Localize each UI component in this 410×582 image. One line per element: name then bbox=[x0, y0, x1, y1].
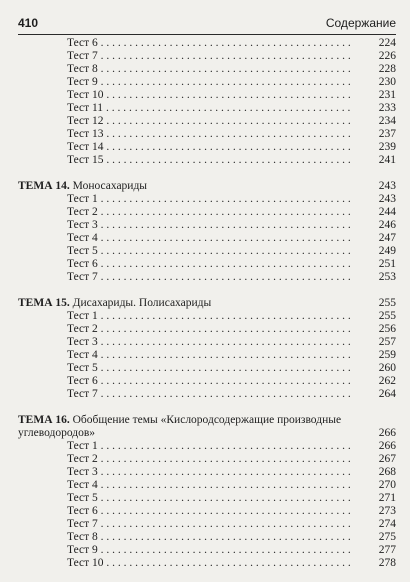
toc-entry[interactable] bbox=[18, 115, 396, 128]
topic-16-title-line1: Обобщение темы «Кислородсодержащие производные bbox=[72, 414, 342, 426]
toc-entry-label: Тест 6 . . . bbox=[67, 505, 354, 518]
toc-entry-page: 273 bbox=[378, 505, 396, 517]
toc-entry-page: 270 bbox=[378, 479, 396, 491]
toc-entry-label: Тест 2 . . . bbox=[67, 453, 354, 466]
toc-entry[interactable] bbox=[18, 232, 396, 245]
toc-entry-label: Тест 8 . . . bbox=[67, 531, 354, 544]
toc-entry[interactable] bbox=[18, 544, 396, 557]
toc-entry-label: Тест 6 . . . bbox=[67, 375, 354, 388]
toc-entry[interactable] bbox=[18, 206, 396, 219]
toc-entry-label: Тест 9 . . . bbox=[67, 544, 354, 557]
section-title: Содержание bbox=[325, 16, 396, 30]
toc-entry-page: 278 bbox=[378, 557, 396, 569]
toc-entry-label: Тест 14 . . . bbox=[67, 141, 354, 154]
toc-entry[interactable] bbox=[18, 50, 396, 63]
toc-entry-label: Тест 5 . . . bbox=[67, 245, 354, 258]
topic-15-page: 255 bbox=[378, 297, 396, 309]
topic-15-title: Дисахариды. Полисахариды bbox=[72, 297, 212, 309]
toc-entry-page: 259 bbox=[378, 349, 396, 361]
toc-entry-label: Тест 11 . . . bbox=[67, 102, 354, 115]
topic-16-prefix: ТЕМА 16. bbox=[18, 414, 70, 426]
toc-entry[interactable] bbox=[18, 323, 396, 336]
toc-entry-page: 241 bbox=[378, 154, 396, 166]
toc-entry-label: Тест 4 . . . bbox=[67, 232, 354, 245]
toc-entry-page: 249 bbox=[378, 245, 396, 257]
toc-entry-label: Тест 3 . . . bbox=[67, 219, 354, 232]
toc-entry-page: 233 bbox=[378, 102, 396, 114]
toc-entry-page: 228 bbox=[378, 63, 396, 75]
toc-entry[interactable] bbox=[18, 492, 396, 505]
toc-entry-page: 234 bbox=[378, 115, 396, 127]
toc-entry-label: Тест 15 . . . bbox=[67, 154, 354, 167]
toc-entry[interactable] bbox=[18, 518, 396, 531]
toc-entry-page: 239 bbox=[378, 141, 396, 153]
topic-14-heading[interactable] bbox=[18, 180, 396, 193]
topic-15-tests bbox=[18, 310, 396, 401]
toc-entry[interactable] bbox=[18, 440, 396, 453]
toc-entry-label: Тест 9 . . . bbox=[67, 76, 354, 89]
topic-16-heading[interactable] bbox=[18, 414, 396, 440]
toc-entry[interactable] bbox=[18, 219, 396, 232]
toc-entry[interactable] bbox=[18, 453, 396, 466]
topic-16-tests bbox=[18, 440, 396, 570]
topic-14-tests bbox=[18, 193, 396, 284]
toc-entry-label: Тест 7 . . . bbox=[67, 388, 354, 401]
toc-entry-page: 244 bbox=[378, 206, 396, 218]
toc-entry-page: 226 bbox=[378, 50, 396, 62]
toc-entry[interactable] bbox=[18, 141, 396, 154]
toc-entry[interactable] bbox=[18, 531, 396, 544]
toc-entry-label: Тест 3 . . . bbox=[67, 466, 354, 479]
toc-entry[interactable] bbox=[18, 245, 396, 258]
toc-entry[interactable] bbox=[18, 479, 396, 492]
topic-16-page: 266 bbox=[378, 427, 396, 439]
toc-entry-page: 224 bbox=[378, 37, 396, 49]
toc-entry-label: Тест 10 . . . bbox=[67, 89, 354, 102]
toc-entry[interactable] bbox=[18, 505, 396, 518]
toc-entry-label: Тест 2 . . . bbox=[67, 206, 354, 219]
toc-entry-page: 243 bbox=[378, 193, 396, 205]
toc-entry-page: 251 bbox=[378, 258, 396, 270]
toc-entry-label: Тест 5 . . . bbox=[67, 362, 354, 375]
toc-entry-page: 264 bbox=[378, 388, 396, 400]
toc-entry-page: 267 bbox=[378, 453, 396, 465]
toc-entry-label: Тест 6 . . . bbox=[67, 37, 354, 50]
toc-entry-label: Тест 10 . . . bbox=[67, 557, 354, 570]
tests-prev-list bbox=[18, 37, 396, 167]
toc-entry[interactable] bbox=[18, 557, 396, 570]
toc-entry-page: 255 bbox=[378, 310, 396, 322]
toc-entry[interactable] bbox=[18, 193, 396, 206]
toc-entry-page: 256 bbox=[378, 323, 396, 335]
toc-entry-page: 271 bbox=[378, 492, 396, 504]
toc-entry[interactable] bbox=[18, 388, 396, 401]
toc-entry-label: Тест 7 . . . bbox=[67, 50, 354, 63]
toc-entry-label: Тест 3 . . . bbox=[67, 336, 354, 349]
toc-entry-page: 277 bbox=[378, 544, 396, 556]
topic-16-title-line2: углеводородов» bbox=[18, 427, 96, 439]
toc-entry-label: Тест 2 . . . bbox=[67, 323, 354, 336]
toc-entry-label: Тест 8 . . . bbox=[67, 63, 354, 76]
topic-14-prefix: ТЕМА 14. bbox=[18, 180, 70, 192]
toc-entry-label: Тест 12 . . . bbox=[67, 115, 354, 128]
toc-entry-label: Тест 5 . . . bbox=[67, 492, 354, 505]
page-number: 410 bbox=[18, 16, 39, 30]
toc-entry-page: 274 bbox=[378, 518, 396, 530]
toc-entry-label: Тест 7 . . . bbox=[67, 518, 354, 531]
toc-entry-page: 260 bbox=[378, 362, 396, 374]
toc-entry[interactable] bbox=[18, 128, 396, 141]
toc-entry[interactable] bbox=[18, 375, 396, 388]
toc-entry[interactable] bbox=[18, 89, 396, 102]
toc-entry[interactable] bbox=[18, 310, 396, 323]
toc-entry-page: 268 bbox=[378, 466, 396, 478]
toc-entry[interactable] bbox=[18, 336, 396, 349]
toc-entry-page: 247 bbox=[378, 232, 396, 244]
topic-15-prefix: ТЕМА 15. bbox=[18, 297, 70, 309]
toc-entry[interactable] bbox=[18, 63, 396, 76]
toc-entry-label: Тест 6 . . . bbox=[67, 258, 354, 271]
topic-14-page: 243 bbox=[378, 180, 396, 192]
toc-entry-page: 237 bbox=[378, 128, 396, 140]
toc-entry-label: Тест 4 . . . bbox=[67, 479, 354, 492]
toc-entry-page: 257 bbox=[378, 336, 396, 348]
toc-entry-page: 230 bbox=[378, 76, 396, 88]
toc-entry-page: 266 bbox=[378, 440, 396, 452]
running-head bbox=[18, 14, 396, 35]
toc-entry-page: 275 bbox=[378, 531, 396, 543]
toc-entry-page: 246 bbox=[378, 219, 396, 231]
topic-15-heading[interactable] bbox=[18, 297, 396, 310]
topic-14-title: Моносахариды bbox=[72, 180, 148, 192]
toc-entry[interactable] bbox=[18, 349, 396, 362]
toc-entry[interactable] bbox=[18, 154, 396, 167]
toc-entry-label: Тест 7 . . . bbox=[67, 271, 354, 284]
toc-entry[interactable] bbox=[18, 76, 396, 89]
toc-entry-page: 262 bbox=[378, 375, 396, 387]
toc-entry[interactable] bbox=[18, 102, 396, 115]
toc-entry[interactable] bbox=[18, 362, 396, 375]
toc-entry[interactable] bbox=[18, 37, 396, 50]
toc-entry[interactable] bbox=[18, 258, 396, 271]
toc-entry-label: Тест 1 . . . bbox=[67, 193, 354, 206]
toc-entry[interactable] bbox=[18, 466, 396, 479]
toc-entry[interactable] bbox=[18, 271, 396, 284]
toc-entry-page: 253 bbox=[378, 271, 396, 283]
toc-entry-label: Тест 1 . . . bbox=[67, 440, 354, 453]
toc-entry-label: Тест 4 . . . bbox=[67, 349, 354, 362]
toc-entry-label: Тест 1 . . . bbox=[67, 310, 354, 323]
toc-entry-label: Тест 13 . . . bbox=[67, 128, 354, 141]
toc-entry-page: 231 bbox=[378, 89, 396, 101]
table-of-contents bbox=[18, 37, 396, 570]
